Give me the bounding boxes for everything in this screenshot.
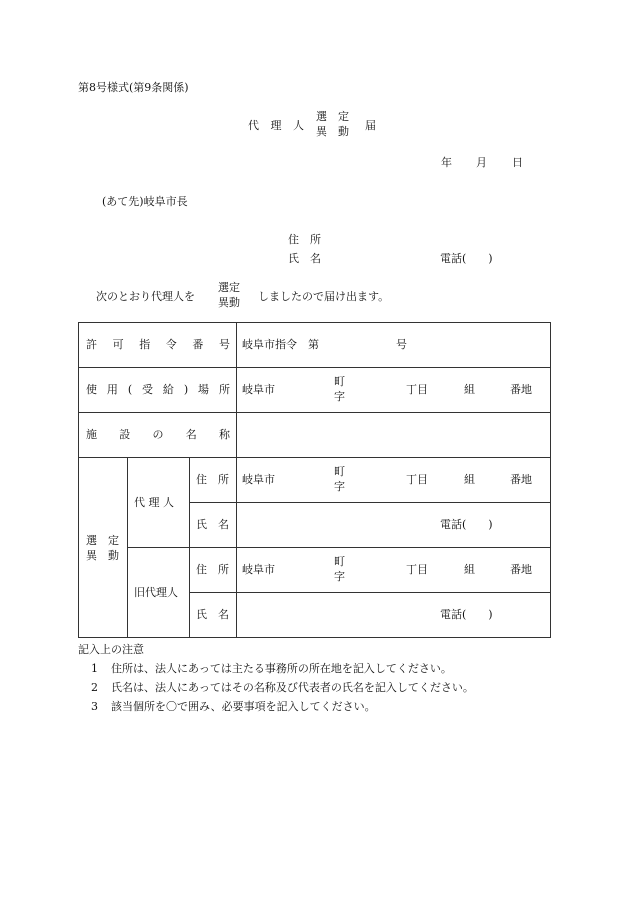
table-border-top bbox=[78, 322, 551, 323]
agent-banchi: 番地 bbox=[510, 473, 532, 486]
statement-option-select: 選定 bbox=[218, 281, 240, 294]
label-char: 給 bbox=[162, 383, 174, 396]
old-agent-chome: 丁目 bbox=[406, 563, 428, 576]
agent-machi-aza bbox=[334, 465, 345, 495]
label-char: 指 bbox=[139, 338, 151, 351]
usage-label bbox=[86, 384, 230, 395]
applicant-address-label: 住 所 bbox=[288, 233, 321, 246]
table-col-line bbox=[127, 457, 128, 638]
title-char: 理 bbox=[270, 119, 282, 132]
title-options bbox=[316, 110, 349, 140]
title-option-change: 異 動 bbox=[316, 124, 349, 138]
title-prefix bbox=[248, 120, 304, 131]
date-day: 日 bbox=[512, 156, 523, 169]
table-col-line bbox=[236, 322, 237, 638]
usage-kumi: 組 bbox=[464, 383, 475, 396]
agent-label: 代 理 人 bbox=[134, 496, 174, 509]
old-agent-name-label: 氏 名 bbox=[196, 608, 229, 621]
usage-city: 岐阜市 bbox=[242, 383, 275, 396]
label-char: 名 bbox=[185, 428, 197, 441]
old-agent-city: 岐阜市 bbox=[242, 563, 275, 576]
form-table bbox=[78, 322, 551, 638]
date-year: 年 bbox=[441, 156, 452, 169]
note-number: 2 bbox=[91, 681, 98, 694]
title-option-select: 選 定 bbox=[316, 110, 349, 123]
label-char: 令 bbox=[165, 338, 177, 351]
note-item bbox=[91, 701, 376, 712]
label-char: 所 bbox=[218, 383, 230, 396]
table-border-left bbox=[78, 322, 79, 638]
statement-options bbox=[218, 281, 240, 311]
label-char: の bbox=[152, 428, 164, 441]
usage-banchi: 番地 bbox=[510, 383, 532, 396]
label-char: 称 bbox=[219, 428, 230, 441]
table-row-line bbox=[78, 367, 551, 368]
permit-value-prefix: 岐阜市指令 第 bbox=[242, 338, 319, 351]
usage-machi-aza bbox=[334, 375, 345, 405]
label-char: 可 bbox=[112, 338, 124, 351]
table-row-line bbox=[189, 592, 551, 593]
label-char: 受 bbox=[142, 383, 154, 396]
facility-label bbox=[86, 429, 230, 440]
old-agent-banchi: 番地 bbox=[510, 563, 532, 576]
note-item bbox=[91, 663, 452, 674]
label-char: 許 bbox=[86, 338, 97, 351]
statement-after: しましたので届け出ます。 bbox=[258, 290, 390, 303]
label-char: 場 bbox=[198, 383, 210, 396]
usage-chome: 丁目 bbox=[406, 383, 428, 396]
applicant-name-label: 氏 名 bbox=[288, 252, 321, 265]
old-agent-aza: 字 bbox=[334, 569, 345, 583]
note-number: 1 bbox=[91, 662, 98, 675]
old-agent-kumi: 組 bbox=[464, 563, 475, 576]
label-char: 施 bbox=[86, 428, 97, 441]
title-char: 代 bbox=[248, 119, 259, 132]
statement-option-change: 異動 bbox=[218, 295, 240, 309]
label-char: 設 bbox=[119, 428, 131, 441]
agent-kumi: 組 bbox=[464, 473, 475, 486]
table-row-line bbox=[78, 412, 551, 413]
note-number: 3 bbox=[91, 700, 98, 713]
old-agent-machi-aza bbox=[334, 555, 345, 585]
agent-machi: 町 bbox=[334, 465, 345, 478]
addressee: (あて先)岐阜市長 bbox=[102, 195, 188, 208]
date-month: 月 bbox=[476, 156, 487, 169]
title-suffix: 届 bbox=[365, 119, 376, 132]
group-label-select: 選 定 bbox=[86, 534, 119, 547]
note-text: 該当個所を〇で囲み、必要事項を記入してください。 bbox=[111, 700, 376, 713]
agent-phone-label: 電話( ) bbox=[440, 518, 493, 531]
table-row-line bbox=[78, 457, 551, 458]
table-row-line bbox=[127, 547, 551, 548]
group-label bbox=[86, 534, 119, 564]
old-agent-phone-label: 電話( ) bbox=[440, 608, 493, 621]
group-label-change: 異 動 bbox=[86, 548, 119, 562]
usage-aza: 字 bbox=[334, 389, 345, 403]
old-agent-machi: 町 bbox=[334, 555, 345, 568]
permit-label bbox=[86, 339, 230, 350]
label-char: ( bbox=[127, 383, 133, 396]
label-char: 番 bbox=[192, 338, 204, 351]
old-agent-label: 旧代理人 bbox=[134, 586, 178, 599]
agent-city: 岐阜市 bbox=[242, 473, 275, 486]
label-char: 用 bbox=[106, 383, 118, 396]
table-border-right bbox=[550, 322, 551, 638]
note-text: 住所は、法人にあっては主たる事務所の所在地を記入してください。 bbox=[111, 662, 452, 675]
table-border-bottom bbox=[78, 637, 551, 638]
title-char: 人 bbox=[293, 119, 304, 132]
permit-value-suffix: 号 bbox=[396, 338, 407, 351]
note-text: 氏名は、法人にあってはその名称及び代表者の氏名を記入してください。 bbox=[111, 681, 474, 694]
label-char: 使 bbox=[86, 383, 97, 396]
agent-name-label: 氏 名 bbox=[196, 518, 229, 531]
agent-aza: 字 bbox=[334, 479, 345, 493]
statement-before: 次のとおり代理人を bbox=[96, 290, 195, 303]
agent-chome: 丁目 bbox=[406, 473, 428, 486]
usage-machi: 町 bbox=[334, 375, 345, 388]
table-col-line bbox=[189, 457, 190, 638]
table-row-line bbox=[189, 502, 551, 503]
note-item bbox=[91, 682, 474, 693]
agent-address-label: 住 所 bbox=[196, 473, 229, 486]
notes-heading: 記入上の注意 bbox=[78, 643, 144, 656]
form-number: 第8号様式(第9条関係) bbox=[78, 81, 189, 94]
applicant-phone-label: 電話( ) bbox=[440, 252, 493, 265]
label-char: 号 bbox=[218, 338, 230, 351]
label-char: ) bbox=[183, 383, 189, 396]
old-agent-address-label: 住 所 bbox=[196, 563, 229, 576]
